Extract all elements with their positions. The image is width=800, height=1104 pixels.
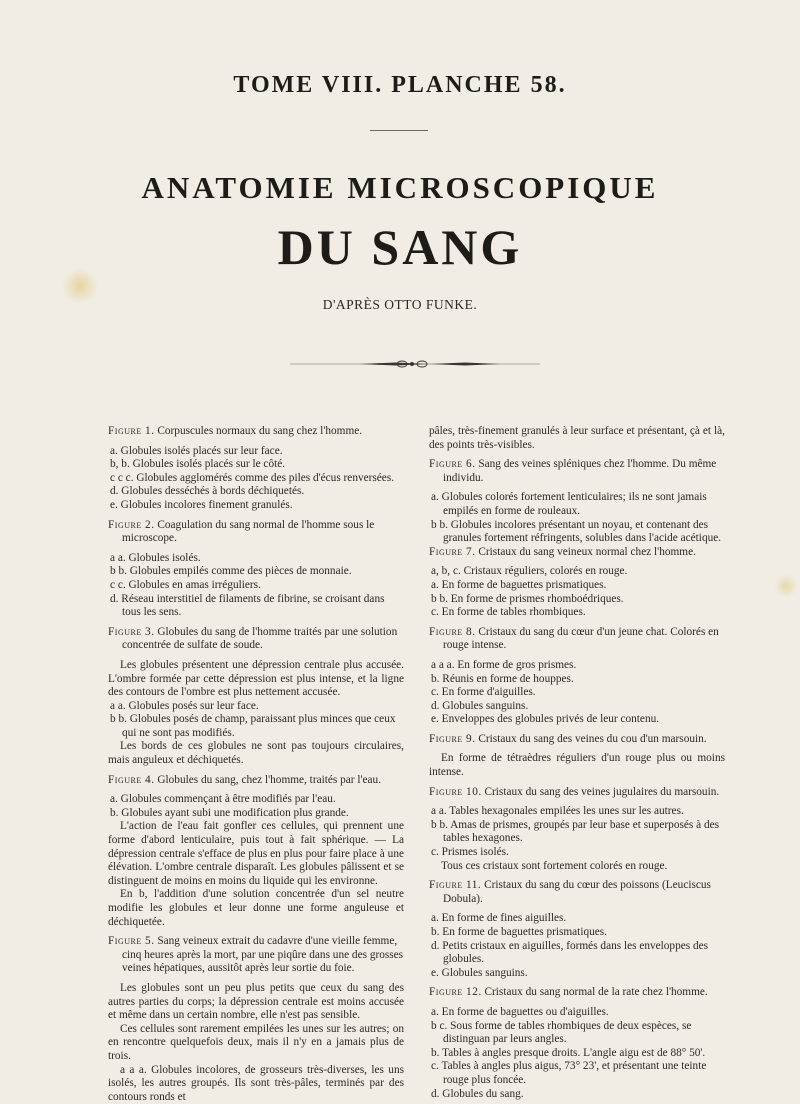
- figure-caption: [429, 733, 725, 747]
- figure-caption: [108, 425, 404, 439]
- right-text-column: [429, 425, 725, 1101]
- paper-stain: [774, 574, 798, 598]
- legend-item: a a. Globules isolés.: [110, 551, 201, 564]
- figure-label: Figure 4.: [108, 773, 155, 786]
- legend-item: e. Globules incolores finement granulés.: [110, 498, 293, 511]
- paragraph: a a a. Globules incolores, de grosseurs très-diverses, les uns isolés, les autres groupés. Ils sont très-pâles, terminés par des contours ronds et: [108, 1063, 404, 1103]
- paragraph: Les bords de ces globules ne sont pas toujours circulaires, mais anguleux et déchiquetés.: [108, 740, 404, 767]
- subtitle: D'APRÈS OTTO FUNKE.: [322, 297, 478, 312]
- divider-rule: [370, 130, 428, 131]
- figure-caption: [429, 986, 725, 1000]
- figure-caption: [429, 546, 725, 560]
- figure-caption: [108, 774, 404, 788]
- ornament-rule: [290, 358, 540, 370]
- legend-item: b c. Sous forme de tables rhombiques de deux espèces, se distinguan par leurs angles.: [431, 1019, 692, 1046]
- legend-item: c c. Globules en amas irréguliers.: [110, 578, 261, 591]
- figure-label: Figure 9.: [429, 732, 476, 745]
- legend-item: a a a. En forme de gros prismes.: [431, 658, 577, 671]
- legend-item: a. En forme de baguettes prismatiques.: [431, 578, 607, 591]
- legend-item: c. Prismes isolés.: [431, 846, 509, 859]
- legend-item: d. Petits cristaux en aiguilles, formés dans les enveloppes des globules.: [431, 939, 709, 966]
- title-line-1: ANATOMIE MICROSCOPIQUE: [141, 170, 659, 205]
- legend-item: b. En forme de baguettes prismatiques.: [431, 926, 607, 938]
- figure-label: Figure 7.: [429, 545, 476, 558]
- legend-item: b. Globules ayant subi une modification plus grande.: [110, 806, 349, 819]
- legend-item: a a. Globules posés sur leur face.: [110, 699, 259, 712]
- legend-item: a a. Tables hexagonales empilées les unes sur les autres.: [431, 805, 684, 818]
- left-text-column: [108, 425, 404, 1104]
- figure-caption-text: Corpuscules normaux du sang chez l'homme.: [157, 425, 363, 437]
- figure-caption-text: Cristaux du sang des veines jugulaires du marsouin.: [484, 785, 720, 798]
- legend-item: d. Réseau interstitiel de filaments de fibrine, se croisant dans tous les sens.: [110, 592, 385, 619]
- legend-item: b b. Globules posés de champ, paraissant plus minces que ceux qui ne sont pas modifiés.: [110, 713, 396, 739]
- figure-caption: [108, 935, 404, 976]
- figure-caption: [429, 626, 725, 653]
- figure-caption-text: Cristaux du sang veineux normal chez l'homme.: [478, 545, 696, 558]
- figure-caption-text: Sang des veines spléniques chez l'homme. Du même individu.: [443, 458, 717, 484]
- figure-caption-text: Cristaux du sang du cœur des poissons (Leuciscus Dobula).: [443, 879, 711, 905]
- legend-item: b. Tables à angles presque droits. L'angle aigu est de 88° 50'.: [431, 1046, 706, 1059]
- figure-caption-text: Cristaux du sang normal de la rate chez l'homme.: [484, 986, 708, 999]
- legend-item: b b. En forme de prismes rhomboédriques.: [431, 592, 624, 605]
- figure-label: Figure 5.: [108, 935, 155, 948]
- legend-item: a. Globules colorés fortement lenticulaires; ils ne sont jamais empilés en forme de rouleaux.: [431, 491, 707, 517]
- legend-item: d. Globules desséchés à bords déchiquetés.: [110, 485, 305, 498]
- figure-caption: [429, 458, 725, 485]
- figure-caption-text: Cristaux du sang des veines du cou d'un marsouin.: [478, 732, 707, 745]
- paragraph: Les globules présentent une dépression centrale plus accusée. L'ombre formée par cette dépression est plus intense, et la ligne des contours de l'ombre est plus nettement accusée.: [108, 658, 404, 699]
- legend-item: c. Tables à angles plus aigus, 73° 23', et présentant une teinte rouge plus foncée.: [431, 1060, 707, 1086]
- legend-item: d. Globules sanguins.: [431, 699, 529, 712]
- legend-item: e. Enveloppes des globules privés de leur contenu.: [431, 713, 660, 726]
- figure-caption: [108, 626, 404, 653]
- paragraph: Ces cellules sont rarement empilées les unes sur les autres; on en rencontre quelquefois deux, mais il n'y en a jamais plus de trois.: [108, 1022, 404, 1062]
- legend-item: c c c. Globules agglomérés comme des piles d'écus renversées.: [110, 471, 395, 484]
- figure-label: Figure 12.: [429, 986, 482, 999]
- legend-item: e. Globules sanguins.: [431, 966, 528, 979]
- figure-label: Figure 1.: [108, 425, 155, 437]
- figure-caption: [108, 519, 404, 546]
- legend-item: b b. Globules empilés comme des pièces de monnaie.: [110, 565, 352, 578]
- legend-item: b b. Amas de prismes, groupés par leur base et superposés à des tables hexagones.: [431, 818, 719, 845]
- legend-item: c. En forme d'aiguilles.: [431, 686, 536, 699]
- legend-item: a. Globules isolés placés sur leur face.: [110, 444, 283, 457]
- figure-caption-text: Cristaux du sang du cœur d'un jeune chat. Colorés en rouge intense.: [443, 625, 719, 652]
- paragraph: pâles, très-finement granulés à leur surface et présentant, çà et là, des points très-visibles.: [429, 425, 725, 451]
- paragraph: En forme de tétraèdres réguliers d'un rouge plus ou moins intense.: [429, 752, 725, 779]
- figure-label: Figure 11.: [429, 879, 482, 892]
- figure-label: Figure 2.: [108, 518, 155, 531]
- legend-item: b b. Globules incolores présentant un noyau, et contenant des granules fortement réfringents, solubles dans l'acide acétique.: [431, 518, 722, 545]
- figure-caption: [429, 879, 725, 906]
- figure-label: Figure 8.: [429, 625, 476, 638]
- figure-caption-text: Coagulation du sang normal de l'homme sous le microscope.: [122, 518, 375, 545]
- figure-caption: [429, 786, 725, 800]
- paragraph: Tous ces cristaux sont fortement colorés en rouge.: [441, 859, 668, 872]
- paragraph: En b, l'addition d'une solution concentrée d'un sel neutre modifie les globules et leur donne une forme anguleuse et déchiquetée.: [108, 888, 404, 928]
- title-line-2: DU SANG: [277, 219, 523, 275]
- legend-item: a. En forme de fines aiguilles.: [431, 912, 567, 925]
- legend-item: b, b. Globules isolés placés sur le côté.: [110, 458, 286, 471]
- figure-label: Figure 3.: [108, 625, 155, 638]
- paragraph: L'action de l'eau fait gonfler ces cellules, qui prennent une forme d'abord lenticulaire, puis tout à fait sphérique. — La dépression centrale s'efface de plus en plus pour faire place à une élévation. L'ombre centrale disparaît. Les globules pâlissent et se distinguent de moins en moins du liquide qui les environne.: [108, 820, 404, 887]
- legend-item: b. Réunis en forme de houppes.: [431, 672, 574, 685]
- paragraph: Les globules sont un peu plus petits que ceux du sang des autres parties du corps; la dépression centrale est moins accusée et même dans un certain nombre, elle n'est pas sensible.: [108, 981, 404, 1022]
- legend-item: a, b, c. Cristaux réguliers, colorés en rouge.: [431, 565, 628, 578]
- figure-label: Figure 10.: [429, 785, 482, 798]
- figure-caption-text: Sang veineux extrait du cadavre d'une vieille femme, cinq heures après la mort, par une piqûre dans une des grosses veines hépatiques, aussitôt après leur sortie du foie.: [122, 935, 404, 975]
- figure-label: Figure 6.: [429, 458, 476, 471]
- legend-item: d. Globules du sang.: [431, 1087, 524, 1100]
- figure-caption-text: Globules du sang de l'homme traités par une solution concentrée de sulfate de soude.: [122, 625, 398, 652]
- legend-item: c. En forme de tables rhombiques.: [431, 606, 586, 619]
- plate-number: TOME VIII. PLANCHE 58.: [233, 72, 567, 98]
- legend-item: a. En forme de baguettes ou d'aiguilles.: [431, 1005, 609, 1018]
- figure-caption-text: Globules du sang, chez l'homme, traités par l'eau.: [157, 773, 382, 786]
- legend-item: a. Globules commençant à être modifiés par l'eau.: [110, 793, 336, 806]
